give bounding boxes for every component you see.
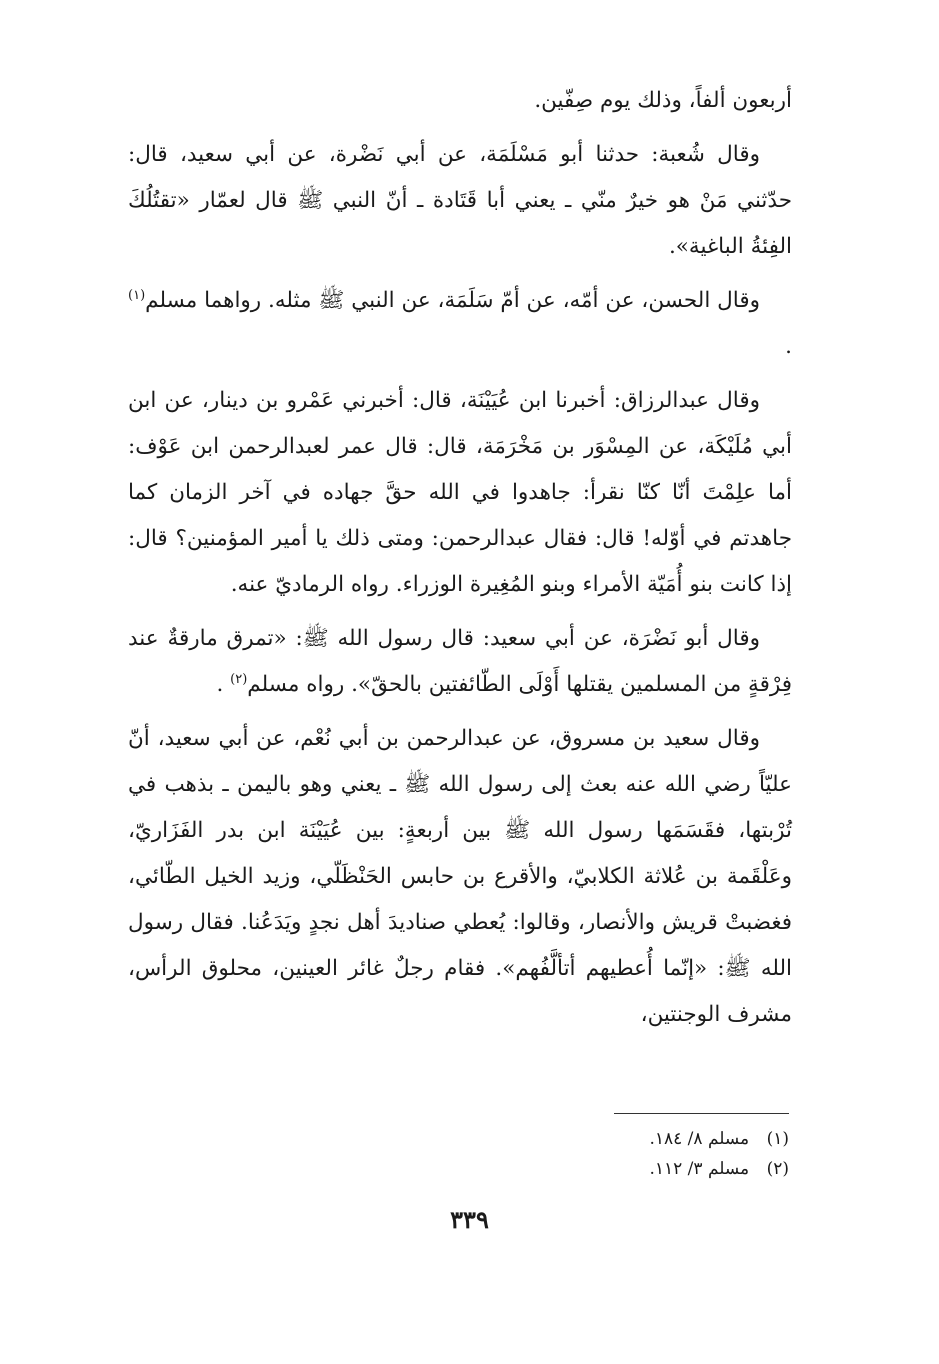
paragraph-4-line-2: عن ابن أبي مُلَيْكَة، عن المِسْوَر بن مَخْرَمَة، قال: قال عمر لعبدالرحمن	[128, 388, 792, 459]
footnotes	[389, 1124, 789, 1184]
paragraph-6-line-7: أتألَّفُهم». فقام رجلٌ غائر العينين، محلوق الرأس، مشرف الوجنتين،	[128, 956, 792, 1027]
paragraph-4-line-1: وقال عبدالرزاق: أخبرنا ابن عُيَيْنَة، قال: أخبرني عَمْرو بن دينار،	[201, 388, 760, 413]
paragraph-1-line-1: أربعون ألفاً، وذلك يوم صِفّين.	[534, 88, 792, 113]
paragraph-2	[128, 132, 792, 270]
page-number: ٣٣٩	[450, 1205, 489, 1234]
paragraph-4-line-3: ابن عَوْف: أما علِمْتَ أنّا كنّا نقرأ: جاهدوا في الله حقَّ جهاده في آخر	[128, 434, 793, 505]
paragraph-6-line-6: يُعطي صناديدَ أهل نجدٍ ويَدَعُنا. فقال رسول الله ﷺ: «إنّما أُعطيهم	[128, 910, 792, 981]
paragraph-5-line-2-end: .	[216, 672, 231, 697]
footnote-2-number: (٢)	[766, 1159, 789, 1179]
paragraph-6-line-5: الحَنْظَلّي، وزيد الخيل الطّائي، فغضبتْ قريش والأنصار، وقالوا:	[128, 864, 792, 935]
paragraph-6	[128, 716, 792, 1038]
paragraph-6-line-2: سعيد، أنّ عليّاً رضي الله عنه بعث إلى رسول الله ﷺ ـ يعني وهو	[128, 726, 792, 797]
footnote-ref-1[interactable]: (١)	[128, 287, 146, 303]
footnote-1-number: (١)	[766, 1129, 789, 1149]
paragraph-4-line-5: المؤمنين؟ قال: إذا كانت بنو أُمَيّة الأمراء وبنو المُغِيرة الوزراء. رواه	[128, 526, 792, 597]
footnote-1-text: مسلم ٨/ ١٨٤.	[649, 1129, 750, 1149]
paragraph-2-line-1: وقال شُعبة: حدثنا أبو مَسْلَمَة، عن أبي نَضْرة، عن أبي سعيد،	[179, 142, 760, 167]
footnote-1	[389, 1124, 789, 1154]
paragraph-5-line-2: عند فِرْقةٍ من المسلمين يقتلها أَوْلَى الطّائفتين بالحقّ». رواه مسلم	[128, 626, 792, 697]
footnote-2	[389, 1154, 789, 1184]
page-body	[128, 78, 792, 1046]
paragraph-1	[128, 78, 792, 124]
paragraph-3-line-2-end: .	[785, 334, 792, 359]
paragraph-6-line-4: ابن بدر الفَزَاريّ، وعَلْقَمة بن عُلاثة الكلابيّ، والأقرع بن حابس	[128, 818, 792, 889]
paragraph-2-line-2: قال: حدّثني مَنْ هو خيرٌ منّي ـ يعني أبا قَتَادة ـ أنّ النبي ﷺ قال لعمّار	[128, 142, 792, 213]
paragraph-5	[128, 616, 792, 708]
paragraph-3	[128, 278, 792, 370]
paragraph-2-line-3: «تقتُلُكَ الفِئةُ الباغية».	[128, 188, 792, 259]
paragraph-3-line-2: مسلم	[145, 288, 198, 313]
paragraph-6-line-1: وقال سعيد بن مسروق، عن عبدالرحمن بن أبي نُعْم، عن أبي	[218, 726, 760, 751]
paragraph-4	[128, 378, 792, 608]
footnote-separator	[614, 1113, 789, 1114]
footnote-2-text: مسلم ٣/ ١١٢.	[649, 1159, 750, 1179]
paragraph-4-line-6: الرماديّ عنه.	[230, 572, 345, 597]
footnote-ref-2[interactable]: (٢)	[230, 671, 248, 687]
paragraph-5-line-1: وقال أبو نَضْرَة، عن أبي سعيد: قال رسول الله ﷺ: «تمرق مارقةٌ	[167, 626, 760, 651]
paragraph-6-line-3: باليمن ـ بذهب في تُرْبتها، فقَسَمَها رسول الله ﷺ بين أربعةٍ: بين عُيَيْنَة	[128, 772, 792, 843]
paragraph-3-line-1: وقال الحسن، عن أمّه، عن أمّ سَلَمَة، عن النبي ﷺ مثله. رواهما	[204, 288, 760, 313]
paragraph-4-line-4: الزمان كما جاهدتم في أوّله! قال: فقال عبدالرحمن: ومتى ذلك يا أمير	[128, 480, 792, 551]
